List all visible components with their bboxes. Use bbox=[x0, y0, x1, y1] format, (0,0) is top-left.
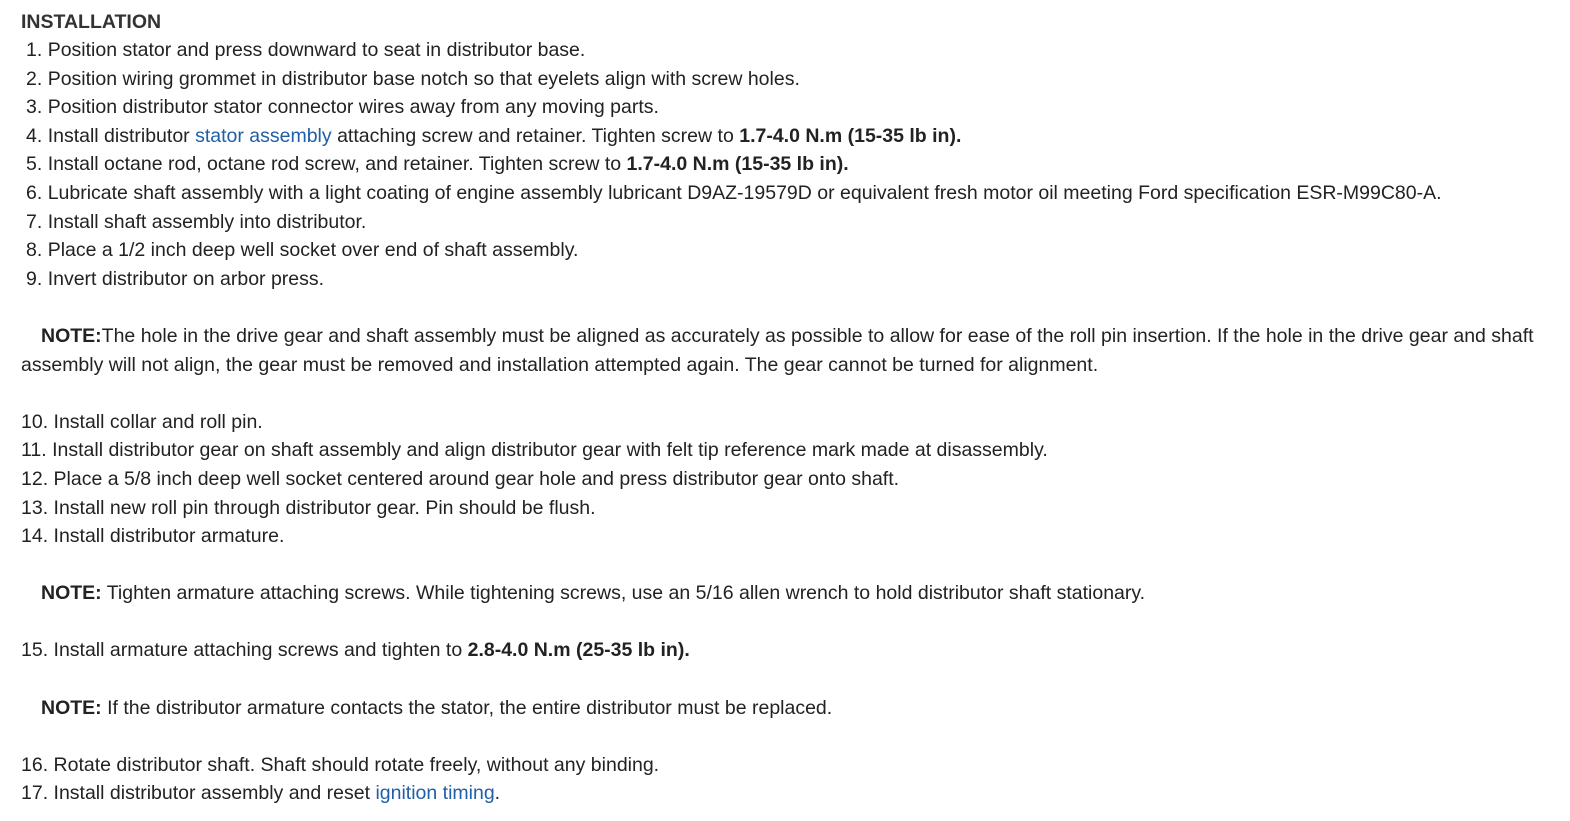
step-number: 9. bbox=[26, 267, 43, 290]
spacer bbox=[21, 665, 1570, 694]
step-number: 16. bbox=[21, 753, 49, 776]
step-2 bbox=[21, 65, 1570, 94]
note-label: NOTE: bbox=[41, 582, 102, 605]
step-7 bbox=[21, 208, 1570, 237]
step-text: Install armature attaching screws and tighten to bbox=[53, 639, 468, 662]
spacer bbox=[21, 608, 1570, 637]
note-text: If the distributor armature contacts the stator, the entire distributor must be replaced. bbox=[101, 696, 833, 719]
step-text: Install distributor armature. bbox=[53, 525, 285, 548]
note-armature-screws bbox=[21, 579, 1570, 608]
step-4 bbox=[21, 122, 1570, 151]
stator-assembly-link[interactable]: stator assembly bbox=[195, 124, 332, 147]
step-text: Rotate distributor shaft. Shaft should rotate freely, without any binding. bbox=[53, 753, 660, 776]
step-text: Place a 1/2 inch deep well socket over end of shaft assembly. bbox=[47, 239, 579, 262]
step-number: 12. bbox=[21, 467, 49, 490]
step-1 bbox=[21, 36, 1570, 65]
step-13 bbox=[21, 494, 1570, 523]
step-12 bbox=[21, 465, 1570, 494]
torque-spec: 1.7-4.0 N.m (15-35 lb in). bbox=[626, 153, 849, 176]
step-text: Position stator and press downward to seat in distributor base. bbox=[47, 39, 586, 61]
step-number: 15. bbox=[21, 639, 49, 662]
step-14 bbox=[21, 522, 1570, 551]
steps-list-second bbox=[21, 408, 1570, 551]
step-number: 2. bbox=[26, 67, 43, 90]
steps-list-first bbox=[21, 36, 1570, 293]
step-text: Invert distributor on arbor press. bbox=[47, 267, 325, 290]
step-text: attaching screw and retainer. Tighten screw to bbox=[331, 124, 740, 147]
note-text: Tighten armature attaching screws. While tightening screws, use an 5/16 allen wrench to hold distributor shaft stationary. bbox=[101, 582, 1146, 605]
step-text: Install distributor assembly and reset bbox=[53, 782, 376, 805]
spacer bbox=[21, 379, 1570, 408]
note-armature-contact bbox=[21, 694, 1570, 723]
step-number: 14. bbox=[21, 525, 49, 548]
spacer bbox=[21, 293, 1570, 322]
step-9 bbox=[21, 265, 1570, 294]
step-number: 13. bbox=[21, 496, 49, 519]
step-text: . bbox=[494, 782, 501, 805]
step-text: Install distributor bbox=[47, 124, 196, 147]
step-17 bbox=[21, 779, 1570, 808]
section-heading: INSTALLATION bbox=[21, 11, 162, 33]
step-number: 5. bbox=[26, 153, 43, 176]
step-text: Install shaft assembly into distributor. bbox=[47, 210, 367, 233]
ignition-timing-link[interactable]: ignition timing bbox=[375, 782, 495, 805]
step-number: 1. bbox=[26, 39, 43, 61]
step-number: 4. bbox=[26, 124, 43, 147]
note-roll-pin-alignment bbox=[21, 322, 1551, 379]
step-6 bbox=[21, 179, 1570, 208]
step-11 bbox=[21, 436, 1570, 465]
note-label: NOTE: bbox=[41, 696, 102, 719]
step-text: Install new roll pin through distributor gear. Pin should be flush. bbox=[53, 496, 596, 519]
spacer bbox=[21, 722, 1570, 751]
torque-spec: 2.8-4.0 N.m (25-35 lb in). bbox=[467, 639, 690, 662]
step-number: 7. bbox=[26, 210, 43, 233]
note-label: NOTE: bbox=[41, 324, 102, 347]
step-text: Lubricate shaft assembly with a light coating of engine assembly lubricant D9AZ-19579D or equivalent fresh motor oil meeting Ford specification ESR-M99C80-A. bbox=[47, 181, 1442, 204]
step-number: 6. bbox=[26, 181, 43, 204]
step-number: 8. bbox=[26, 239, 43, 262]
step-10 bbox=[21, 408, 1570, 437]
torque-spec: 1.7-4.0 N.m (15-35 lb in). bbox=[739, 124, 962, 147]
step-number: 11. bbox=[21, 439, 47, 462]
step-5 bbox=[21, 150, 1570, 179]
step-text: Install collar and roll pin. bbox=[53, 410, 263, 433]
step-text: Place a 5/8 inch deep well socket centered around gear hole and press distributor gear onto shaft. bbox=[53, 467, 900, 490]
step-number: 10. bbox=[21, 410, 49, 433]
step-text: Install octane rod, octane rod screw, and retainer. Tighten screw to bbox=[47, 153, 627, 176]
step-text: Install distributor gear on shaft assembly and align distributor gear with felt tip reference mark made at disassembly. bbox=[52, 439, 1048, 462]
step-text: Position distributor stator connector wires away from any moving parts. bbox=[47, 96, 659, 119]
spacer bbox=[21, 551, 1570, 580]
step-15 bbox=[21, 636, 1570, 665]
step-number: 3. bbox=[26, 96, 43, 119]
step-number: 17. bbox=[21, 782, 49, 805]
step-3 bbox=[21, 93, 1570, 122]
step-8 bbox=[21, 236, 1570, 265]
step-text: Position wiring grommet in distributor base notch so that eyelets align with screw holes. bbox=[47, 67, 800, 90]
step-16 bbox=[21, 751, 1570, 780]
note-text: The hole in the drive gear and shaft assembly must be aligned as accurately as possible to allow for ease of the roll pin insertion. If the hole in the drive gear and shaft assembly will not align, the gear must be removed and installation attempted again. The gear cannot be turned for alignment. bbox=[21, 324, 1534, 376]
